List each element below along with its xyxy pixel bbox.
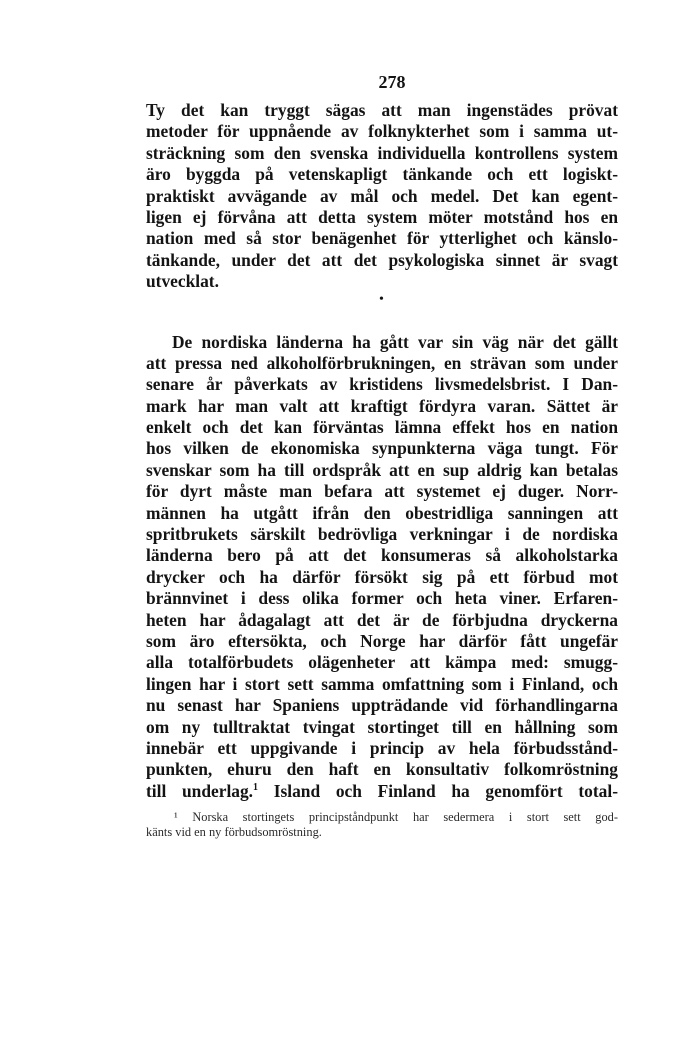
text-line: sträckning som den svenska individuella kontrollens system: [146, 142, 618, 163]
text-line: ligen ej förvåna att detta system möter motstånd hos en: [146, 206, 618, 227]
text-line: hos vilken de ekonomiska synpunkterna väga tungt. För: [146, 438, 618, 459]
text-line: svenskar som ha till ordspråk att en sup aldrig kan betalas: [146, 459, 618, 480]
text-line: mark har man valt att kraftigt fördyra varan. Sättet är: [146, 395, 618, 416]
text-line: [146, 781, 618, 802]
text-line: drycker och ha därför försökt sig på ett förbud mot: [146, 566, 618, 587]
text-line: Ty det kan tryggt sägas att man ingenstädes prövat: [146, 100, 618, 120]
book-page: [146, 70, 618, 840]
paragraph-2: [146, 332, 618, 803]
footnote-marker: ¹: [174, 810, 178, 825]
text-line: utvecklat.: [146, 271, 219, 292]
text-line: lingen har i stort sett samma omfattning som i Finland, och: [146, 673, 618, 694]
text-fragment: till underlag.: [146, 780, 254, 801]
text-line: innebär ett uppgivande i princip av hela förbudsstånd-: [146, 737, 618, 758]
text-line: att pressa ned alkoholförbrukningen, en strävan som under: [146, 352, 618, 373]
footnote-reference[interactable]: 1: [253, 781, 259, 793]
text-line: om ny tulltraktat tvingat stortinget till en hållning som: [146, 716, 618, 737]
text-line: tänkande, under det att det psykologiska sinnet är svagt: [146, 249, 618, 270]
text-fragment: Island och Finland ha genomfört total-: [258, 780, 618, 801]
text-line: senare år påverkats av kristidens livsmedelsbrist. I Dan-: [146, 374, 618, 395]
section-separator: [146, 293, 618, 327]
paragraph-1: [146, 100, 618, 293]
text-line: äro byggda på vetenskapligt tänkande och ett logiskt-: [146, 164, 618, 185]
text-line: De nordiska länderna ha gått var sin väg när det gällt: [172, 331, 618, 352]
text-line: för dyrt måste man befara att systemet ej duger. Norr-: [146, 481, 618, 502]
footnote-line: känts vid en ny förbudsomröstning.: [146, 825, 322, 840]
text-line: metoder för uppnående av folknykterhet som i samma ut-: [146, 121, 618, 142]
text-line: länderna bero på att det konsumeras så alkoholstarka: [146, 545, 618, 566]
footnote-text: Norska stortingets principståndpunkt har sedermera i stort sett god-: [192, 810, 618, 825]
page-number: 278: [378, 72, 406, 92]
separator-dot: •: [379, 291, 384, 307]
text-line: spritbrukets särskilt bedrövliga verkningar i de nordiska: [146, 524, 618, 545]
text-line: brännvinet i dess olika former och heta viner. Erfaren-: [146, 588, 618, 609]
footnote: [146, 810, 618, 840]
text-line: männen ha utgått ifrån den obestridliga sanningen att: [146, 502, 618, 523]
text-line: nu senast har Spaniens uppträdande vid förhandlingarna: [146, 695, 618, 716]
text-line: punkten, ehuru den haft en konsultativ folkomröstning: [146, 759, 618, 780]
footnote-line: [146, 810, 618, 825]
text-line: alla totalförbudets olägenheter att kämpa med: smugg-: [146, 652, 618, 673]
text-line: som äro eftersökta, och Norge har därför fått ungefär: [146, 630, 618, 651]
text-line: praktiskt avvägande av mål och medel. Det kan egent-: [146, 185, 618, 206]
text-line: enkelt och det kan förväntas lämna effekt hos en nation: [146, 417, 618, 438]
text-line: nation med så stor benägenhet för ytterlighet och känslo-: [146, 228, 618, 249]
text-line: heten har ådagalagt att det är de förbjudna dryckerna: [146, 609, 618, 630]
